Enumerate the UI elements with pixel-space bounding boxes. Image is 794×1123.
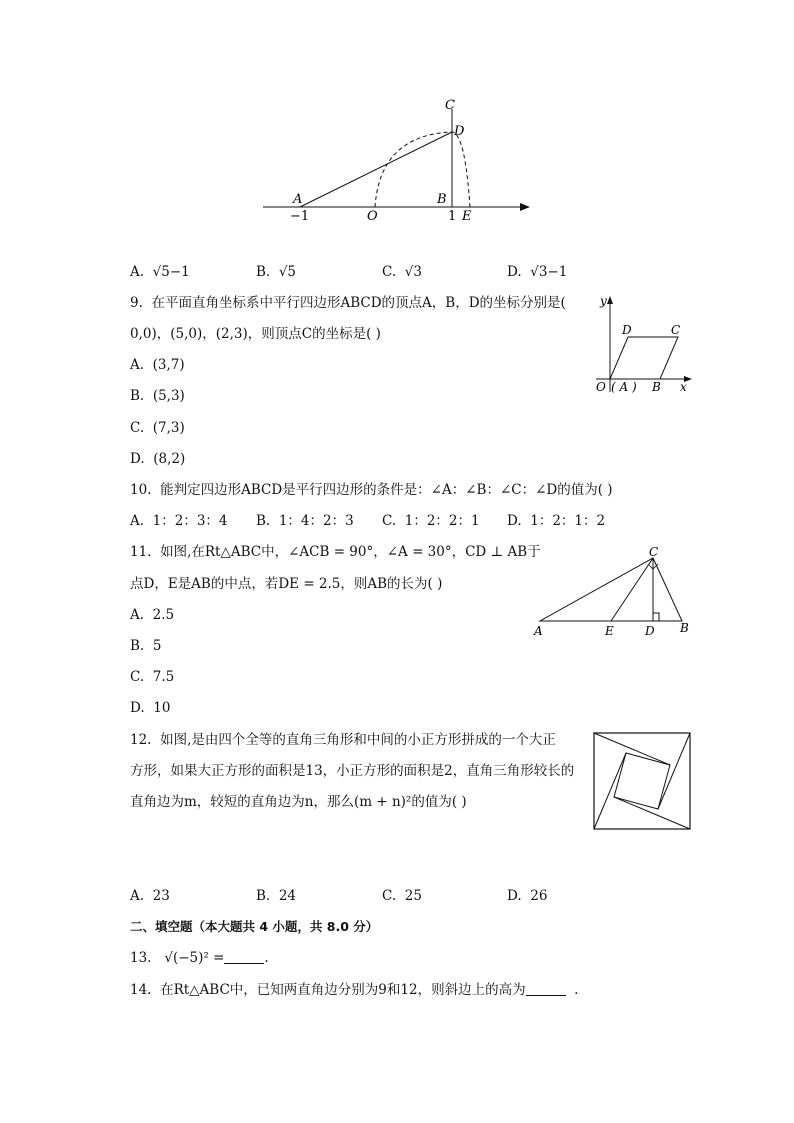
q9-figure	[592, 292, 697, 397]
q9-option-b: B. (5,3)	[130, 388, 185, 404]
q9-fig-label-y: y	[600, 294, 607, 308]
q10-option-a: A. 1：2：3：4	[130, 513, 228, 529]
q12-option-d: D. 26	[507, 888, 548, 904]
q13-stem: 13. √(−5)² = .	[130, 950, 269, 966]
q10-option-d: D. 1：2：1：2	[507, 513, 606, 529]
fig8-label-minus1: −1	[290, 209, 310, 224]
q9-fig-label-c: C	[671, 323, 681, 337]
q11-fig-label-d: D	[645, 624, 655, 638]
q8-figure	[255, 95, 545, 230]
q9-fig-label-b: B	[652, 380, 661, 394]
q11-option-b: B. 5	[130, 638, 162, 654]
fig8-label-d: D	[454, 124, 465, 139]
q9-option-d: D. (8,2)	[130, 451, 186, 467]
fig8-label-e: E	[462, 209, 472, 224]
q10-option-b: B. 1：4：2：3	[256, 513, 354, 529]
q12-stem-line1: 12. 如图,是由四个全等的直角三角形和中间的小正方形拼成的一个大正	[130, 732, 556, 748]
q8-option-a: A. √5−1	[130, 264, 190, 280]
q8-option-b: B. √5	[256, 264, 297, 280]
q11-fig-label-c: C	[649, 545, 659, 559]
q12-figure	[592, 731, 694, 833]
q12-option-a: A. 23	[130, 888, 170, 904]
q11-figure	[530, 543, 700, 643]
fig8-label-one: 1	[448, 209, 457, 224]
q10-stem: 10. 能判定四边形ABCD是平行四边形的条件是：∠A：∠B：∠C：∠D的值为( )	[130, 482, 613, 498]
q9-option-c: C. (7,3)	[130, 420, 185, 436]
q9-fig-label-a: ( A )	[611, 380, 637, 394]
fig8-label-b: B	[437, 192, 447, 207]
q12-stem-line2: 方形，如果大正方形的面积是13，小正方形的面积是2，直角三角形较长的	[130, 763, 575, 779]
q9-option-a: A. (3,7)	[130, 357, 185, 373]
fig8-label-a: A	[293, 192, 303, 207]
q9-stem-line2: 0,0)，(5,0)，(2,3)，则顶点C的坐标是( )	[130, 326, 381, 342]
q9-fig-label-o: O	[596, 380, 606, 394]
q11-option-c: C. 7.5	[130, 669, 175, 685]
q11-option-a: A. 2.5	[130, 607, 175, 623]
q12-option-c: C. 25	[382, 888, 422, 904]
q13-answer-blank[interactable]	[224, 949, 264, 964]
q11-stem-line2: 点D，E是AB的中点，若DE = 2.5，则AB的长为( )	[130, 576, 443, 592]
q11-option-d: D. 10	[130, 700, 171, 716]
q14-stem: 14. 在Rt△ABC中，已知两直角边分别为9和12，则斜边上的高为 .	[130, 982, 579, 998]
q10-option-c: C. 1：2：2：1	[382, 513, 480, 529]
q9-fig-label-d: D	[622, 323, 632, 337]
q8-option-c: C. √3	[382, 264, 422, 280]
fig8-label-c: C	[445, 98, 455, 113]
q12-stem-line3: 直角边为m，较短的直角边为n，那么(m + n)²的值为( )	[130, 794, 467, 810]
fig8-label-o: O	[367, 209, 378, 224]
q8-option-d: D. √3−1	[507, 264, 568, 280]
q11-stem-line1: 11. 如图,在Rt△ABC中，∠ACB = 90°，∠A = 30°，CD ⊥ AB于	[130, 544, 541, 560]
q11-fig-label-a: A	[534, 624, 543, 638]
q11-fig-label-b: B	[680, 621, 689, 635]
q14-answer-blank[interactable]	[526, 981, 566, 996]
q9-fig-label-x: x	[680, 380, 687, 394]
section-title-fill-in: 二、填空题（本大题共 4 小题，共 8.0 分）	[130, 919, 379, 934]
q11-fig-label-e: E	[605, 624, 614, 638]
q12-option-b: B. 24	[256, 888, 296, 904]
q9-stem-line1: 9. 在平面直角坐标系中平行四边形ABCD的顶点A，B，D的坐标分别是(	[130, 295, 566, 311]
